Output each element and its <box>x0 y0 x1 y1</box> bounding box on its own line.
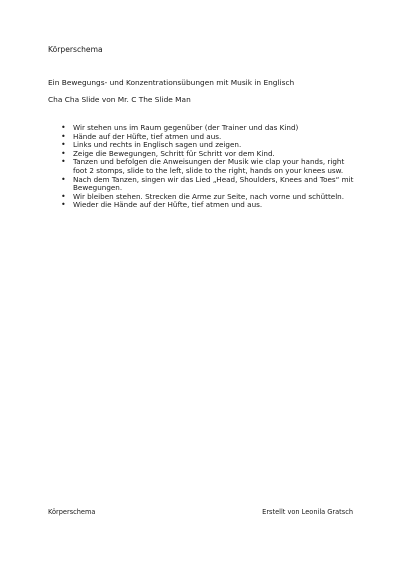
list-item <box>0 176 400 193</box>
intro-line-1: Ein Bewegungs- und Konzentrationsübungen mit Musik in Englisch <box>48 78 295 87</box>
bullet-icon: • <box>61 148 66 158</box>
task-list <box>0 124 400 210</box>
bullet-icon: • <box>61 123 66 132</box>
footer-author: Erstellt von Leonila Gratsch <box>262 508 353 516</box>
list-item-text: Nach dem Tanzen, singen wir das Lied „Head, Shoulders, Knees and Toes“ mit Bewegungen. <box>73 174 354 193</box>
list-item <box>0 158 400 175</box>
bullet-icon: • <box>61 157 66 167</box>
list-item-text: Wieder die Hände auf der Hüfte, tief atmen und aus. <box>73 200 263 210</box>
bullet-icon: • <box>61 174 66 184</box>
list-item-text: Wir stehen uns im Raum gegenüber (der Trainer und das Kind) <box>73 123 299 132</box>
list-item-text: Links und rechts in Englisch sagen und zeigen. <box>73 140 242 150</box>
footer-title: Körperschema <box>48 508 96 516</box>
bullet-icon: • <box>61 140 66 150</box>
list-item-text: Hände auf der Hüfte, tief atmen und aus. <box>73 131 222 141</box>
list-item-text: Tanzen und befolgen die Anweisungen der Musik wie clap your hands, right foot 2 stomps, slide to the left, slide to the right, hands on your knees usw. <box>73 157 345 175</box>
bullet-icon: • <box>61 131 66 141</box>
intro-line-2: Cha Cha Slide von Mr. C The Slide Man <box>48 95 191 104</box>
bullet-icon: • <box>61 200 66 210</box>
bullet-icon: • <box>61 191 66 201</box>
list-item <box>0 201 400 210</box>
list-item-text: Zeige die Bewegungen, Schritt für Schritt vor dem Kind. <box>73 148 275 158</box>
page-title: Körperschema <box>48 45 103 54</box>
list-item-text: Wir bleiben stehen. Strecken die Arme zur Seite, nach vorne und schütteln. <box>73 191 345 201</box>
